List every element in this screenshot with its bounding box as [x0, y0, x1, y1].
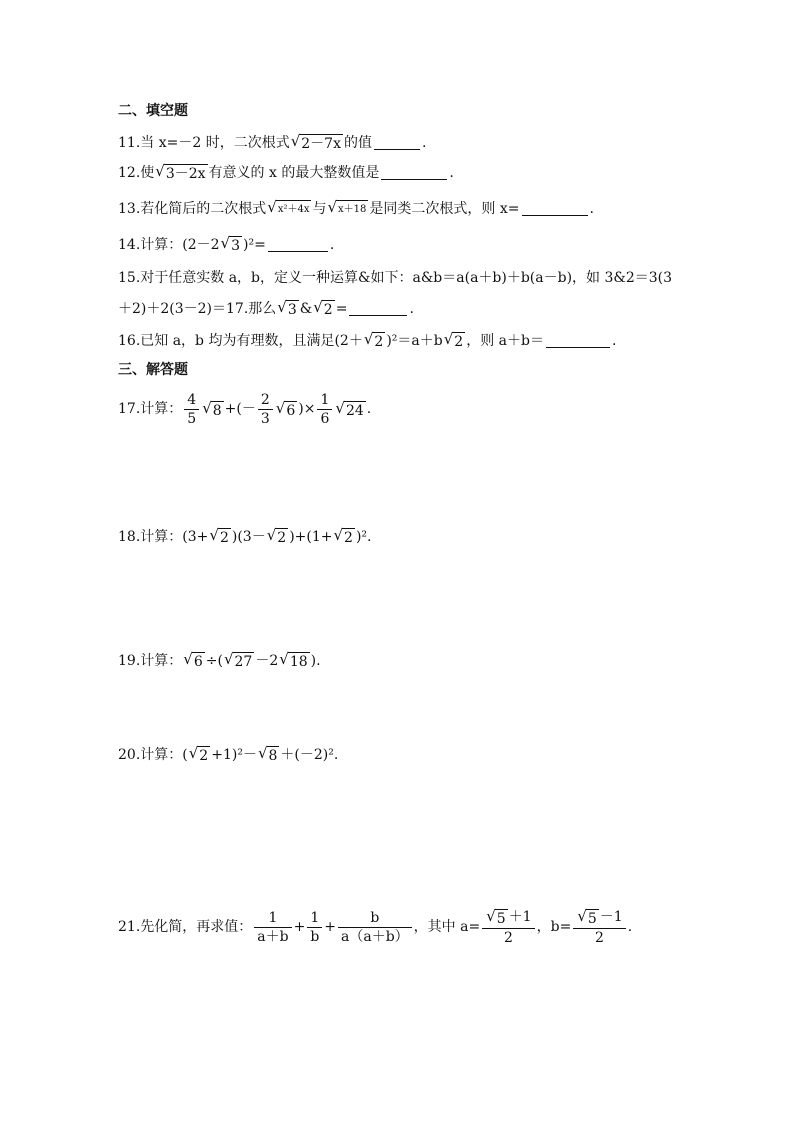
fraction: $\frac{2}{3}$ [258, 391, 273, 428]
answer-blank[interactable] [349, 301, 407, 316]
section-answer-heading: 三、解答题 [118, 362, 188, 378]
fraction: $\frac{1}{b}$ [307, 909, 322, 946]
answer-blank[interactable] [381, 165, 447, 180]
sqrt-expression: √ 8 [202, 398, 222, 419]
answer-blank[interactable] [374, 135, 420, 150]
sqrt-expression: √ 2 [443, 330, 464, 350]
sqrt-expression: √ 2 [313, 298, 333, 318]
question-15-line-2: ＋2)＋2(3－2)＝17.那么 √ 3 & √ 2 = . [118, 298, 414, 318]
fraction: √ 5 ＋1 2 [482, 907, 534, 947]
sqrt-expression: √ 5 [577, 907, 597, 927]
sqrt-expression: √ 24 [335, 398, 364, 419]
question-15-line-1: 15.对于任意实数 a，b，定义一种运算&如下：a&b＝a(a＋b)＋b(a－b)，如 3&2＝3(3 [118, 270, 673, 286]
sqrt-expression: √ x²＋4x [267, 198, 311, 219]
sqrt-expression: √ 2 [209, 526, 229, 546]
question-12: 12.使 √ 3－2x 有意义的 x 的最大整数值是 . [118, 162, 454, 182]
question-17: 17.计算： $\frac{4}{5}$ √ 8 +(－ $\frac{2}{3}$ √ 6 )× $\frac{1}{6}$ √ 24 . [118, 391, 372, 427]
question-19: 19.计算： √ 6 ÷( √ 27 －2 √ 18 ). [118, 650, 321, 670]
fraction: $\frac{b}{a(a+b)}$ [338, 909, 412, 946]
question-20: 20.计算：( √ 2 +1)²－ √ 8 ＋(－2)². [118, 744, 339, 764]
fraction: √ 5 －1 2 [573, 907, 625, 947]
sqrt-expression: √ x＋18 [327, 198, 368, 219]
sqrt-expression: √ 6 [183, 650, 203, 670]
sqrt-expression: √ 3－2x [155, 162, 206, 182]
sqrt-expression: √ 3 [277, 298, 297, 318]
question-16: 16.已知 a，b 均为有理数，且满足(2＋ √ 2 )²＝a＋b √ 2 ，则 a＋b＝ . [118, 330, 617, 350]
question-11: 11.当 x=－2 时，二次根式 √ 2－7x 的值 . [118, 132, 427, 152]
fraction: $\frac{1}{6}$ [317, 391, 332, 428]
sqrt-expression: √ 2－7x [290, 132, 341, 152]
sqrt-expression: √ 2 [333, 526, 353, 546]
sqrt-expression: √ 27 [223, 650, 253, 670]
section-fill-in-heading: 二、填空题 [118, 103, 188, 119]
sqrt-expression: √ 2 [188, 744, 209, 764]
sqrt-expression: √ 18 [279, 650, 308, 670]
fraction: $\frac{4}{5}$ [184, 391, 199, 428]
answer-blank[interactable] [522, 201, 588, 216]
question-21: 21.先化简，再求值： $\frac{1}{a+b}$ + $\frac{1}{b}$ + $\frac{b}{a(a+b)}$ ，其中 a= √ 5 ＋1 2 ，b= √ 5 －1 2 . [118, 907, 633, 946]
sqrt-expression: √ 6 [275, 398, 296, 419]
sqrt-expression: √ 2 [266, 526, 287, 546]
question-13: 13.若化简后的二次根式 √ x²＋4x 与 √ x＋18 是同类二次根式，则 x= . [118, 198, 594, 219]
answer-blank[interactable] [546, 333, 610, 348]
sqrt-expression: √ 2 [363, 330, 384, 350]
fraction: $\frac{1}{a+b}$ [254, 909, 291, 946]
question-18: 18.计算：(3+ √ 2 )(3－ √ 2 )+(1+ √ 2 )². [118, 526, 372, 546]
sqrt-expression: √ 5 [486, 907, 506, 927]
sqrt-expression: √ 8 [257, 744, 278, 764]
question-14: 14.计算：(2－2 √ 3 )²= . [118, 234, 335, 254]
answer-blank[interactable] [268, 237, 328, 252]
sqrt-expression: √ 3 [220, 234, 241, 254]
